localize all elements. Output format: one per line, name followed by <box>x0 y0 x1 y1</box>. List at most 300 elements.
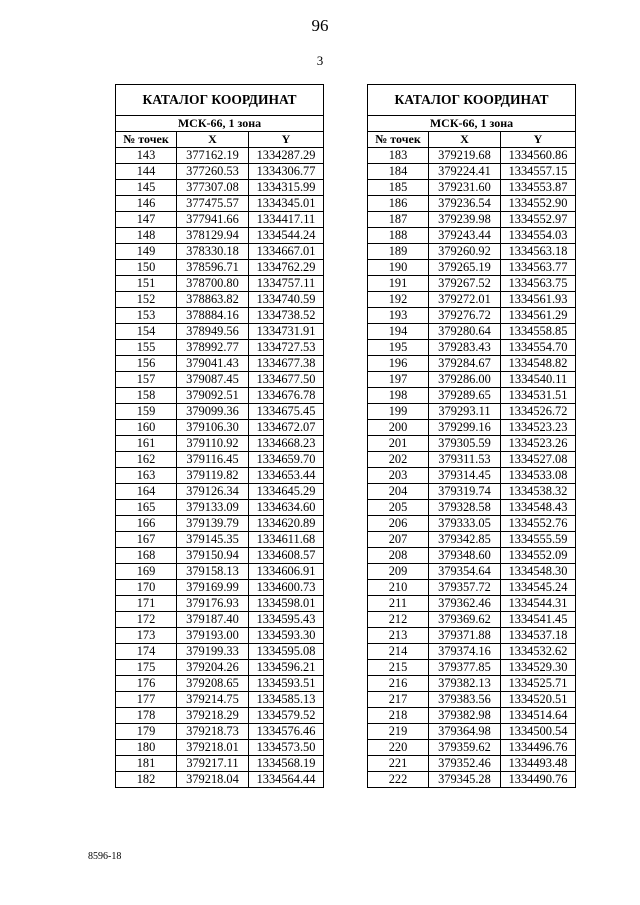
cell-x: 379169.99 <box>177 580 249 596</box>
table-row <box>368 628 576 644</box>
cell-point-number: 155 <box>116 340 177 356</box>
cell-point-number: 146 <box>116 196 177 212</box>
cell-y: 1334287.29 <box>249 148 324 164</box>
cell-x: 379217.11 <box>177 756 249 772</box>
cell-point-number: 160 <box>116 420 177 436</box>
cell-point-number: 175 <box>116 660 177 676</box>
column-header-x: X <box>177 132 249 148</box>
cell-y: 1334552.97 <box>501 212 576 228</box>
cell-point-number: 216 <box>368 676 429 692</box>
cell-y: 1334490.76 <box>501 772 576 788</box>
table-row <box>368 388 576 404</box>
table-row <box>368 452 576 468</box>
table-row <box>368 724 576 740</box>
cell-point-number: 186 <box>368 196 429 212</box>
cell-point-number: 192 <box>368 292 429 308</box>
cell-point-number: 204 <box>368 484 429 500</box>
cell-point-number: 179 <box>116 724 177 740</box>
cell-y: 1334593.51 <box>249 676 324 692</box>
table-row <box>116 692 324 708</box>
cell-x: 378992.77 <box>177 340 249 356</box>
cell-x: 379218.29 <box>177 708 249 724</box>
table-row <box>368 708 576 724</box>
table-body <box>116 148 324 788</box>
cell-x: 379041.43 <box>177 356 249 372</box>
cell-point-number: 188 <box>368 228 429 244</box>
cell-y: 1334525.71 <box>501 676 576 692</box>
cell-y: 1334573.50 <box>249 740 324 756</box>
cell-point-number: 208 <box>368 548 429 564</box>
cell-point-number: 219 <box>368 724 429 740</box>
cell-x: 379158.13 <box>177 564 249 580</box>
cell-x: 379219.68 <box>429 148 501 164</box>
cell-point-number: 210 <box>368 580 429 596</box>
cell-point-number: 222 <box>368 772 429 788</box>
table-row <box>116 596 324 612</box>
cell-x: 379276.72 <box>429 308 501 324</box>
cell-x: 379236.54 <box>429 196 501 212</box>
cell-point-number: 177 <box>116 692 177 708</box>
cell-point-number: 213 <box>368 628 429 644</box>
table-row <box>116 740 324 756</box>
cell-point-number: 209 <box>368 564 429 580</box>
table-row <box>368 404 576 420</box>
cell-point-number: 164 <box>116 484 177 500</box>
coordinate-catalog-table-right <box>367 84 576 788</box>
cell-y: 1334600.73 <box>249 580 324 596</box>
cell-y: 1334561.29 <box>501 308 576 324</box>
table-row <box>116 212 324 228</box>
table-row <box>368 372 576 388</box>
column-header-x: X <box>429 132 501 148</box>
cell-x: 379382.13 <box>429 676 501 692</box>
table-body <box>368 148 576 788</box>
cell-y: 1334552.09 <box>501 548 576 564</box>
cell-x: 379239.98 <box>429 212 501 228</box>
table-row <box>116 292 324 308</box>
table-row <box>368 564 576 580</box>
table-row <box>116 564 324 580</box>
cell-x: 379126.34 <box>177 484 249 500</box>
table-row <box>368 740 576 756</box>
table-row <box>116 516 324 532</box>
cell-x: 378949.56 <box>177 324 249 340</box>
column-header-y: Y <box>501 132 576 148</box>
cell-x: 379193.00 <box>177 628 249 644</box>
table-row <box>116 772 324 788</box>
cell-y: 1334527.08 <box>501 452 576 468</box>
table-zone: МСК-66, 1 зона <box>116 116 324 132</box>
cell-x: 379204.26 <box>177 660 249 676</box>
cell-x: 379359.62 <box>429 740 501 756</box>
table-row <box>116 244 324 260</box>
cell-y: 1334306.77 <box>249 164 324 180</box>
cell-y: 1334568.19 <box>249 756 324 772</box>
cell-y: 1334762.29 <box>249 260 324 276</box>
table-row <box>368 596 576 612</box>
cell-x: 379133.09 <box>177 500 249 516</box>
cell-point-number: 183 <box>368 148 429 164</box>
cell-x: 379145.35 <box>177 532 249 548</box>
cell-y: 1334579.52 <box>249 708 324 724</box>
cell-x: 379176.93 <box>177 596 249 612</box>
cell-point-number: 190 <box>368 260 429 276</box>
table-row <box>116 404 324 420</box>
table-row <box>116 180 324 196</box>
table-row <box>116 468 324 484</box>
cell-point-number: 148 <box>116 228 177 244</box>
cell-point-number: 176 <box>116 676 177 692</box>
cell-point-number: 154 <box>116 324 177 340</box>
table-row <box>368 516 576 532</box>
cell-y: 1334672.07 <box>249 420 324 436</box>
table-row <box>116 196 324 212</box>
cell-point-number: 173 <box>116 628 177 644</box>
cell-x: 379208.65 <box>177 676 249 692</box>
cell-point-number: 196 <box>368 356 429 372</box>
cell-y: 1334538.32 <box>501 484 576 500</box>
table-row <box>368 340 576 356</box>
table-row <box>368 260 576 276</box>
cell-point-number: 152 <box>116 292 177 308</box>
cell-point-number: 169 <box>116 564 177 580</box>
table-row <box>116 660 324 676</box>
cell-x: 379218.01 <box>177 740 249 756</box>
cell-point-number: 159 <box>116 404 177 420</box>
cell-point-number: 180 <box>116 740 177 756</box>
cell-point-number: 151 <box>116 276 177 292</box>
cell-y: 1334554.03 <box>501 228 576 244</box>
cell-point-number: 220 <box>368 740 429 756</box>
cell-y: 1334532.62 <box>501 644 576 660</box>
cell-x: 379369.62 <box>429 612 501 628</box>
cell-point-number: 182 <box>116 772 177 788</box>
table-row <box>368 468 576 484</box>
cell-x: 379260.92 <box>429 244 501 260</box>
table-row <box>116 260 324 276</box>
cell-point-number: 162 <box>116 452 177 468</box>
table-row <box>116 644 324 660</box>
table-title: КАТАЛОГ КООРДИНАТ <box>368 85 576 116</box>
cell-point-number: 157 <box>116 372 177 388</box>
cell-y: 1334563.77 <box>501 260 576 276</box>
cell-y: 1334557.15 <box>501 164 576 180</box>
cell-point-number: 150 <box>116 260 177 276</box>
cell-y: 1334675.45 <box>249 404 324 420</box>
table-row <box>116 532 324 548</box>
cell-y: 1334606.91 <box>249 564 324 580</box>
cell-point-number: 214 <box>368 644 429 660</box>
cell-y: 1334564.44 <box>249 772 324 788</box>
table-row <box>116 500 324 516</box>
table-title: КАТАЛОГ КООРДИНАТ <box>116 85 324 116</box>
cell-y: 1334544.24 <box>249 228 324 244</box>
cell-point-number: 149 <box>116 244 177 260</box>
cell-point-number: 211 <box>368 596 429 612</box>
cell-point-number: 217 <box>368 692 429 708</box>
cell-x: 379218.04 <box>177 772 249 788</box>
table-row <box>116 324 324 340</box>
table-row <box>116 756 324 772</box>
cell-point-number: 153 <box>116 308 177 324</box>
cell-x: 378700.80 <box>177 276 249 292</box>
table-row <box>116 356 324 372</box>
cell-point-number: 143 <box>116 148 177 164</box>
cell-y: 1334634.60 <box>249 500 324 516</box>
table-row <box>116 548 324 564</box>
cell-point-number: 197 <box>368 372 429 388</box>
cell-y: 1334596.21 <box>249 660 324 676</box>
cell-y: 1334653.44 <box>249 468 324 484</box>
table-row <box>368 196 576 212</box>
table-row <box>368 548 576 564</box>
cell-y: 1334554.70 <box>501 340 576 356</box>
cell-point-number: 168 <box>116 548 177 564</box>
cell-point-number: 198 <box>368 388 429 404</box>
table-row <box>368 276 576 292</box>
table-row <box>116 372 324 388</box>
cell-x: 379231.60 <box>429 180 501 196</box>
cell-x: 379342.85 <box>429 532 501 548</box>
page-sub-number: 3 <box>316 53 324 68</box>
cell-y: 1334531.51 <box>501 388 576 404</box>
cell-point-number: 199 <box>368 404 429 420</box>
table-row <box>368 420 576 436</box>
table-row <box>116 676 324 692</box>
cell-y: 1334595.43 <box>249 612 324 628</box>
cell-y: 1334585.13 <box>249 692 324 708</box>
cell-x: 379110.92 <box>177 436 249 452</box>
table-row <box>116 388 324 404</box>
cell-y: 1334520.51 <box>501 692 576 708</box>
table-row <box>368 532 576 548</box>
cell-point-number: 178 <box>116 708 177 724</box>
cell-x: 379354.64 <box>429 564 501 580</box>
cell-point-number: 202 <box>368 452 429 468</box>
table-row <box>116 340 324 356</box>
table-row <box>116 612 324 628</box>
cell-point-number: 215 <box>368 660 429 676</box>
table-row <box>116 724 324 740</box>
table-row <box>116 580 324 596</box>
cell-x: 378330.18 <box>177 244 249 260</box>
table-row <box>368 180 576 196</box>
cell-x: 379224.41 <box>429 164 501 180</box>
cell-point-number: 201 <box>368 436 429 452</box>
table-row <box>368 292 576 308</box>
cell-point-number: 166 <box>116 516 177 532</box>
table-row <box>116 436 324 452</box>
table-zone: МСК-66, 1 зона <box>368 116 576 132</box>
cell-x: 377941.66 <box>177 212 249 228</box>
cell-y: 1334552.76 <box>501 516 576 532</box>
cell-point-number: 172 <box>116 612 177 628</box>
coordinate-catalog-table-left <box>115 84 324 788</box>
table-row <box>368 692 576 708</box>
cell-y: 1334563.18 <box>501 244 576 260</box>
cell-x: 379187.40 <box>177 612 249 628</box>
cell-y: 1334496.76 <box>501 740 576 756</box>
cell-x: 379314.45 <box>429 468 501 484</box>
cell-x: 379383.56 <box>429 692 501 708</box>
table-row <box>116 452 324 468</box>
cell-y: 1334548.30 <box>501 564 576 580</box>
cell-y: 1334677.50 <box>249 372 324 388</box>
cell-x: 379243.44 <box>429 228 501 244</box>
cell-x: 379087.45 <box>177 372 249 388</box>
cell-y: 1334608.57 <box>249 548 324 564</box>
table-row <box>368 644 576 660</box>
cell-x: 378884.16 <box>177 308 249 324</box>
cell-point-number: 165 <box>116 500 177 516</box>
cell-y: 1334417.11 <box>249 212 324 228</box>
cell-y: 1334558.85 <box>501 324 576 340</box>
cell-y: 1334500.54 <box>501 724 576 740</box>
cell-y: 1334523.26 <box>501 436 576 452</box>
cell-point-number: 145 <box>116 180 177 196</box>
cell-point-number: 195 <box>368 340 429 356</box>
cell-point-number: 189 <box>368 244 429 260</box>
cell-x: 379289.65 <box>429 388 501 404</box>
cell-y: 1334537.18 <box>501 628 576 644</box>
table-row <box>368 676 576 692</box>
table-row <box>116 164 324 180</box>
table-row <box>116 708 324 724</box>
cell-point-number: 206 <box>368 516 429 532</box>
cell-x: 378129.94 <box>177 228 249 244</box>
cell-y: 1334738.52 <box>249 308 324 324</box>
table-row <box>368 660 576 676</box>
cell-point-number: 161 <box>116 436 177 452</box>
cell-x: 379305.59 <box>429 436 501 452</box>
table-row <box>368 580 576 596</box>
cell-point-number: 184 <box>368 164 429 180</box>
cell-y: 1334757.11 <box>249 276 324 292</box>
cell-x: 379280.64 <box>429 324 501 340</box>
cell-point-number: 170 <box>116 580 177 596</box>
cell-point-number: 144 <box>116 164 177 180</box>
table-row <box>368 212 576 228</box>
page-number: 96 <box>311 16 329 35</box>
table-row <box>368 500 576 516</box>
table-row <box>368 244 576 260</box>
cell-x: 379150.94 <box>177 548 249 564</box>
cell-y: 1334533.08 <box>501 468 576 484</box>
cell-x: 379092.51 <box>177 388 249 404</box>
cell-y: 1334553.87 <box>501 180 576 196</box>
cell-point-number: 185 <box>368 180 429 196</box>
cell-x: 379364.98 <box>429 724 501 740</box>
cell-y: 1334545.24 <box>501 580 576 596</box>
cell-x: 378863.82 <box>177 292 249 308</box>
table-row <box>116 628 324 644</box>
cell-y: 1334667.01 <box>249 244 324 260</box>
cell-y: 1334668.23 <box>249 436 324 452</box>
cell-x: 379362.46 <box>429 596 501 612</box>
cell-x: 379333.05 <box>429 516 501 532</box>
cell-y: 1334561.93 <box>501 292 576 308</box>
column-header-point-number: № точек <box>368 132 429 148</box>
cell-point-number: 207 <box>368 532 429 548</box>
table-row <box>116 228 324 244</box>
cell-y: 1334727.53 <box>249 340 324 356</box>
footer-code: 8596-18 <box>88 851 122 862</box>
cell-y: 1334560.86 <box>501 148 576 164</box>
table-row <box>116 308 324 324</box>
cell-x: 379116.45 <box>177 452 249 468</box>
cell-x: 379218.73 <box>177 724 249 740</box>
cell-x: 379382.98 <box>429 708 501 724</box>
cell-y: 1334593.30 <box>249 628 324 644</box>
cell-point-number: 218 <box>368 708 429 724</box>
cell-point-number: 193 <box>368 308 429 324</box>
cell-y: 1334595.08 <box>249 644 324 660</box>
table-row <box>368 228 576 244</box>
cell-point-number: 194 <box>368 324 429 340</box>
cell-x: 379214.75 <box>177 692 249 708</box>
cell-y: 1334523.23 <box>501 420 576 436</box>
cell-x: 379345.28 <box>429 772 501 788</box>
cell-point-number: 187 <box>368 212 429 228</box>
cell-y: 1334598.01 <box>249 596 324 612</box>
cell-point-number: 174 <box>116 644 177 660</box>
cell-y: 1334548.82 <box>501 356 576 372</box>
cell-x: 379099.36 <box>177 404 249 420</box>
cell-x: 379293.11 <box>429 404 501 420</box>
cell-y: 1334563.75 <box>501 276 576 292</box>
cell-x: 377260.53 <box>177 164 249 180</box>
table-row <box>116 276 324 292</box>
cell-x: 379328.58 <box>429 500 501 516</box>
cell-x: 379283.43 <box>429 340 501 356</box>
cell-point-number: 212 <box>368 612 429 628</box>
cell-x: 379377.85 <box>429 660 501 676</box>
cell-y: 1334540.11 <box>501 372 576 388</box>
cell-x: 379286.00 <box>429 372 501 388</box>
cell-y: 1334576.46 <box>249 724 324 740</box>
cell-y: 1334548.43 <box>501 500 576 516</box>
table-row <box>368 164 576 180</box>
table-row <box>368 484 576 500</box>
table-row <box>116 420 324 436</box>
cell-y: 1334526.72 <box>501 404 576 420</box>
cell-y: 1334529.30 <box>501 660 576 676</box>
cell-x: 379119.82 <box>177 468 249 484</box>
cell-y: 1334315.99 <box>249 180 324 196</box>
cell-x: 379284.67 <box>429 356 501 372</box>
cell-x: 379199.33 <box>177 644 249 660</box>
table-row <box>368 612 576 628</box>
cell-x: 379265.19 <box>429 260 501 276</box>
table-row <box>368 436 576 452</box>
table-row <box>368 324 576 340</box>
table-row <box>368 148 576 164</box>
cell-y: 1334555.59 <box>501 532 576 548</box>
cell-point-number: 147 <box>116 212 177 228</box>
column-header-point-number: № точек <box>116 132 177 148</box>
cell-x: 377307.08 <box>177 180 249 196</box>
cell-point-number: 181 <box>116 756 177 772</box>
cell-x: 379348.60 <box>429 548 501 564</box>
cell-y: 1334541.45 <box>501 612 576 628</box>
cell-point-number: 205 <box>368 500 429 516</box>
cell-y: 1334677.38 <box>249 356 324 372</box>
cell-point-number: 200 <box>368 420 429 436</box>
cell-x: 379299.16 <box>429 420 501 436</box>
cell-y: 1334645.29 <box>249 484 324 500</box>
cell-point-number: 156 <box>116 356 177 372</box>
cell-x: 379272.01 <box>429 292 501 308</box>
